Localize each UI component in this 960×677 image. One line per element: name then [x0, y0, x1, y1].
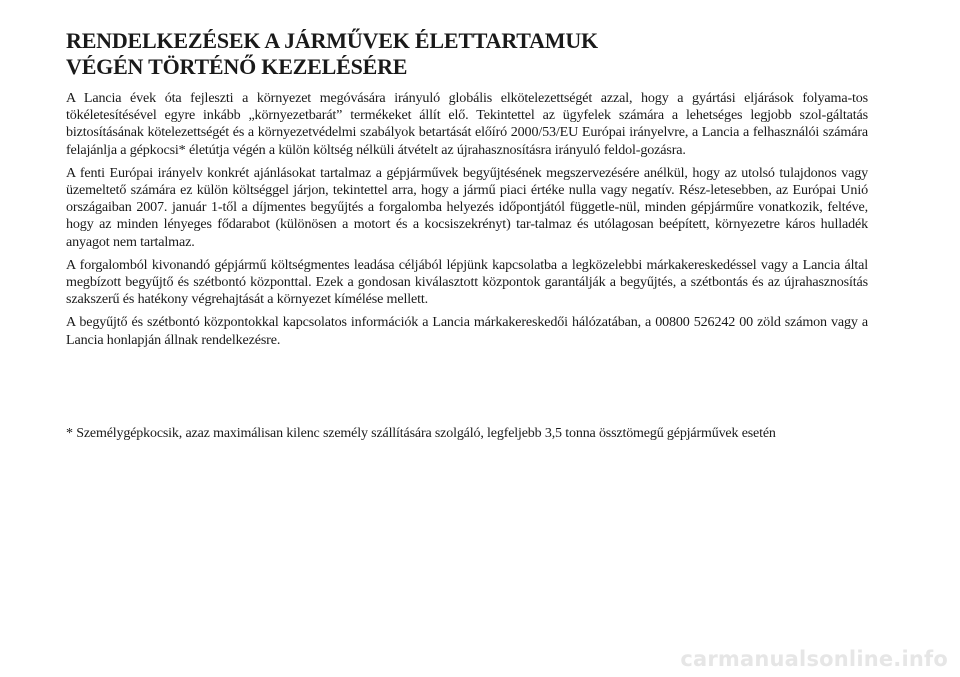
page-title	[66, 28, 868, 80]
footnote: * Személygépkocsik, azaz maximálisan kilenc személy szállítására szolgáló, legfeljebb 3,5 tonna össztömegű gépjárművek esetén	[66, 426, 776, 441]
title-line-2: VÉGÉN TÖRTÉNŐ KEZELÉSÉRE	[66, 54, 408, 79]
document-body	[66, 90, 868, 349]
paragraph-1: A Lancia évek óta fejleszti a környezet megóvására irányuló globális elkötelezettségét azzal, hogy a gyártási eljárások folyama-tos tökéletesítésével egyre inkább „környezetbarát” termékeket állít elő. Tekintettel az ügyfelek számára a lehetséges legjobb szol-gáltatás biztosításának kötelezettségét és a környezetvédelmi szabályok betartását előíró 2000/53/EU Európai irányelvre, a Lancia a felhasználói számára felajánlja a gépkocsi* életútja végén a külön költség nélküli átvételt az újrahasznosításra irányuló feldol-gozásra.	[66, 90, 868, 158]
paragraph-2: A fenti Európai irányelv konkrét ajánlásokat tartalmaz a gépjárművek begyűjtésének megszervezésére anélkül, hogy az utolsó tulajdonos vagy üzemeltető számára ez külön költséggel járjon, tekintettel arra, hogy a jármű piaci értéke nulla vagy negatív. Rész-letesebben, az Európai Unió országaiban 2007. január 1-től a díjmentes begyűjtés a forgalomba helyezés időpontjától függetle-nül, minden gépjárműre vonatkozik, feltéve, hogy az minden lényeges fődarabot (különösen a motort és a kocsiszekrényt) tar-talmaz és utólagosan beépített, környezetre káros hulladék anyagot nem tartalmaz.	[66, 164, 868, 250]
watermark: carmanualsonline.info	[680, 647, 948, 671]
paragraph-3: A forgalomból kivonandó gépjármű költségmentes leadása céljából lépjünk kapcsolatba a legközelebbi márkakereskedéssel vagy a Lancia által megbízott begyűjtő és szétbontó központtal. Ezek a gondosan kiválasztott központok garantálják a begyűjtés, a szétbontás és az újrahasznosítás szakszerű és hatékony végrehajtását a környezet kímélése mellett.	[66, 256, 868, 308]
title-line-1: RENDELKEZÉSEK A JÁRMŰVEK ÉLETTARTAMUK	[66, 28, 598, 53]
document-page	[66, 28, 868, 355]
paragraph-4: A begyűjtő és szétbontó központokkal kapcsolatos információk a Lancia márkakereskedői hálózatában, a 00800 526242 00 zöld számon vagy a Lancia honlapján állnak rendelkezésre.	[66, 314, 868, 348]
